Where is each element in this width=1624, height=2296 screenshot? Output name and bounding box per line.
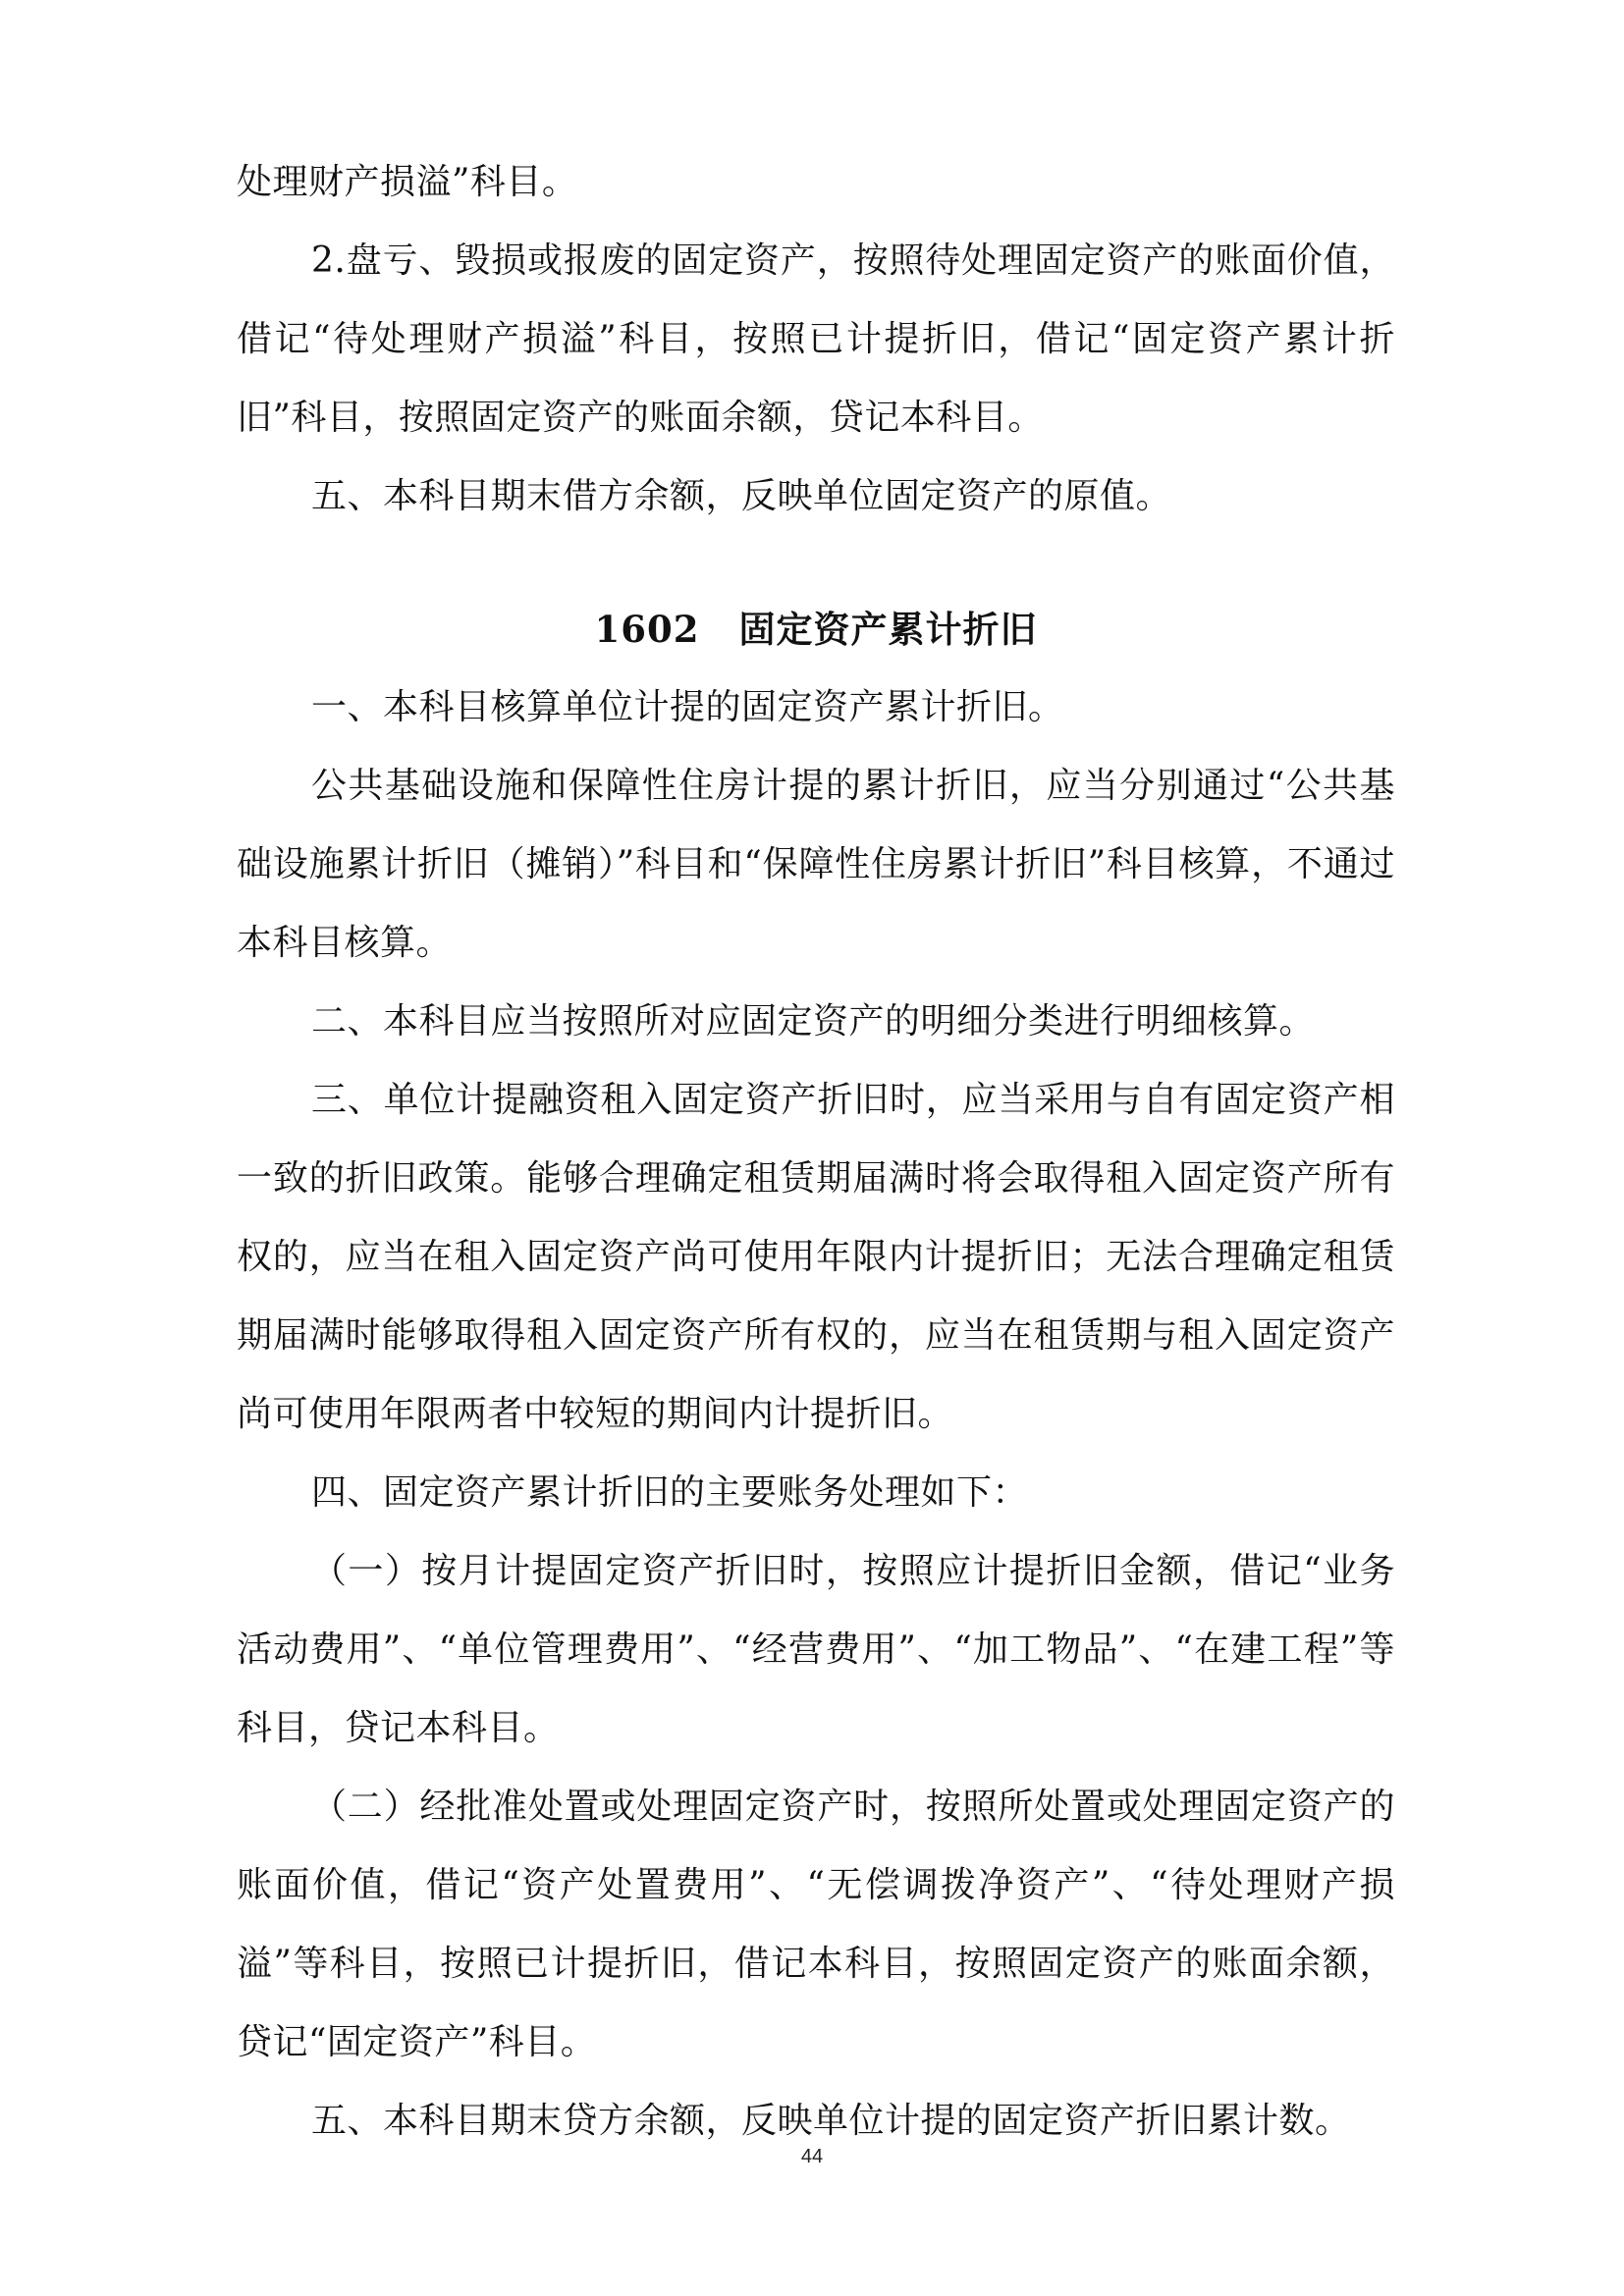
paragraph-item-5-balance: 五、本科目期末借方余额，反映单位固定资产的原值。: [311, 476, 1172, 516]
paragraph-scope: 一、本科目核算单位计提的固定资产累计折旧。: [311, 687, 1064, 727]
body-text-block: [237, 668, 1395, 2161]
section-title: 固定资产累计折旧: [738, 608, 1038, 651]
paragraph-ending-balance: 五、本科目期末贷方余额，反映单位计提的固定资产折旧累计数。: [311, 2101, 1351, 2141]
paragraph-detail-accounting: 二、本科目应当按照所对应固定资产的明细分类进行明细核算。: [311, 1001, 1316, 1041]
paragraph-entry-2: （二）经批准处置或处理固定资产时，按照所处置或处理固定资产的账面价值，借记“资产处置费用”、“无偿调拨净资产”、“待处理财产损溢”等科目，按照已计提折旧，借记本科目，按照固定资产的账面余额，贷记“固定资产”科目。: [237, 1787, 1395, 2062]
paragraph-item-2: 2.盘亏、毁损或报废的固定资产，按照待处理固定资产的账面价值，借记“待处理财产损溢”科目，按照已计提折旧，借记“固定资产累计折旧”科目，按照固定资产的账面余额，贷记本科目。: [237, 240, 1395, 438]
section-code: 1602: [594, 608, 700, 651]
section-heading: [237, 590, 1395, 668]
paragraph-finance-lease: 三、单位计提融资租入固定资产折旧时，应当采用与自有固定资产相一致的折旧政策。能够合理确定租赁期届满时将会取得租入固定资产所有权的，应当在租入固定资产尚可使用年限内计提折旧；无法合理确定租赁期届满时能够取得租入固定资产所有权的，应当在租赁期与租入固定资产尚可使用年限两者中较短的期间内计提折旧。: [237, 1080, 1395, 1434]
paragraph-continuation: 处理财产损溢”科目。: [237, 162, 578, 202]
paragraph-exclusion: 公共基础设施和保障性住房计提的累计折旧，应当分别通过“公共基础设施累计折旧（摊销）”科目和“保障性住房累计折旧”科目核算，不通过本科目核算。: [237, 766, 1395, 963]
paragraph-entry-1: （一）按月计提固定资产折旧时，按照应计提折旧金额，借记“业务活动费用”、“单位管理费用”、“经营费用”、“加工物品”、“在建工程”等科目，贷记本科目。: [237, 1551, 1395, 1748]
page-number: 44: [800, 2146, 824, 2167]
paragraph-main-entries: 四、固定资产累计折旧的主要账务处理如下：: [311, 1472, 1029, 1513]
top-text-block: [237, 143, 1395, 536]
